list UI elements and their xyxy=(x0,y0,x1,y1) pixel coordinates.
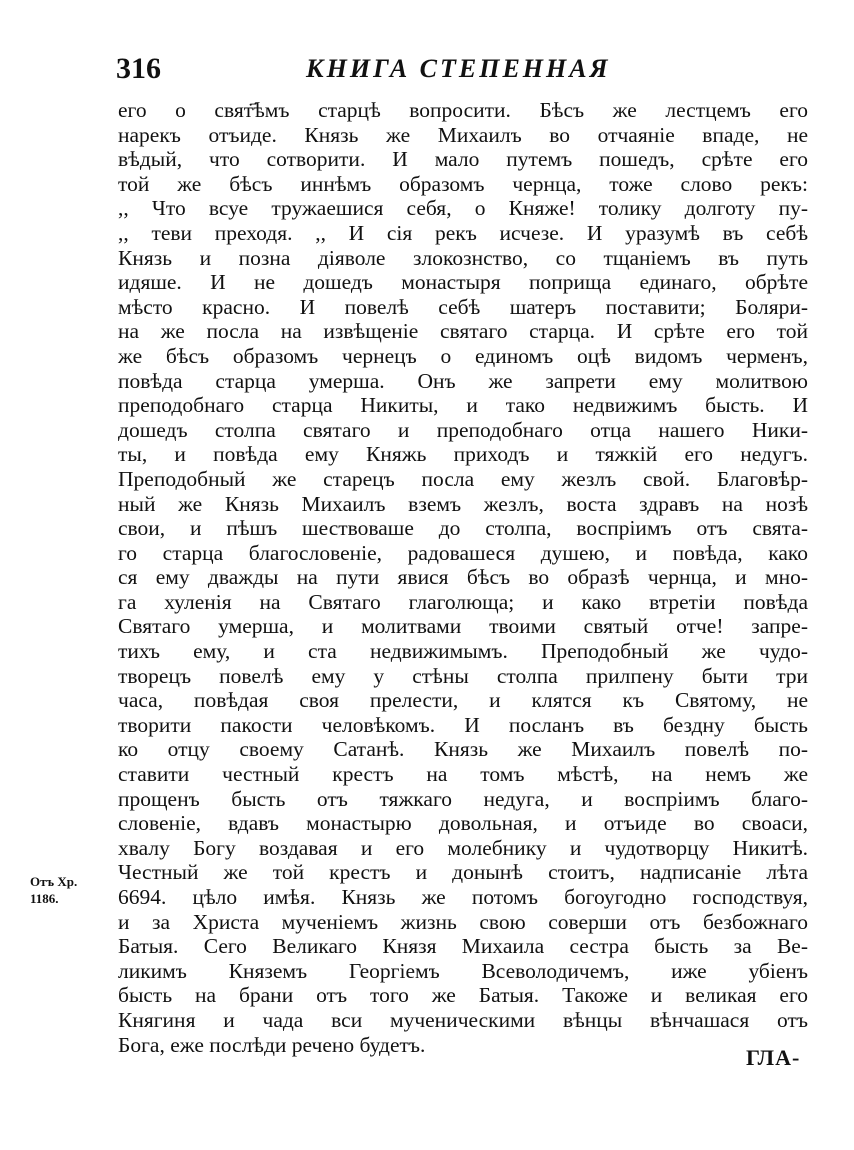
text-line: же бѣсъ образомъ чернецъ о единомъ оцѣ видомъ черменъ, xyxy=(118,343,808,368)
text-line: Князь и позна діяволе злокознство, со тщаніемъ въ путь xyxy=(118,245,808,270)
text-line: на же посла на извѣщеніе святаго старца. И срѣте его той xyxy=(118,319,808,344)
text-line: творецъ повелѣ ему у стѣны столпа прилпену быти три xyxy=(118,663,808,688)
text-line: ,, Что всуе тружаешися себя, о Княже! толику долготу пу- xyxy=(118,196,808,221)
text-line: нарекъ отъиде. Князь же Михаилъ во отчаяніе впаде, не xyxy=(118,122,808,147)
text-line: 6694. цѣло имѣя. Князь же потомъ богоугодно господствуя, xyxy=(118,885,808,909)
text-line: повѣда старца умерша. Онъ же запрети ему молитвою xyxy=(118,368,808,393)
running-title: КНИГА СТЕПЕННАЯ xyxy=(306,54,611,83)
text-line: ставити честный крестъ на томъ мѣстѣ, на немъ же xyxy=(118,762,808,787)
margin-note xyxy=(30,873,77,907)
text-line: свои, и пѣшъ шествоваше до столпа, воспріимъ отъ свята- xyxy=(118,516,808,541)
text-line: Батыя. Сего Великаго Князя Михаила сестра бысть за Ве- xyxy=(118,934,808,959)
catchword: ГЛА- xyxy=(746,1045,801,1070)
margin-note-label: Отъ Хр. xyxy=(30,874,78,889)
text-line: и за Христа мученіемъ жизнь свою соверши отъ безбожнаго xyxy=(118,909,808,934)
text-line: словеніе, вдавъ монастырю довольная, и отъиде во своаси, xyxy=(118,811,808,836)
text-line: Княгиня и чада вси мученическими вѣнцы вѣнчашася отъ xyxy=(118,1007,808,1032)
text-line: мѣсто красно. И повелѣ себѣ шатеръ поставити; Боляри- xyxy=(118,294,808,319)
text-line: ся ему дважды на пути явися бѣсъ во образѣ чернца, и мно- xyxy=(118,565,808,590)
text-line: Честный же той крестъ и донынѣ стоитъ, надписаніе лѣта xyxy=(118,860,808,885)
text-line: творити пакости человѣкомъ. И посланъ въ бездну бысть xyxy=(118,712,808,737)
page-number: 316 xyxy=(116,52,161,85)
text-line: га хуленія на Святаго глаголюща; и како втретіи повѣда xyxy=(118,589,808,614)
text-line: го старца благословеніе, радовашеся душею, и повѣда, како xyxy=(118,540,808,565)
text-line: ко отцу своему Сатанѣ. Князь же Михаилъ повелѣ по- xyxy=(118,737,808,762)
text-line: дошедъ столпа святаго и преподобнаго отца нашего Ники- xyxy=(118,417,808,442)
text-line: его о свят҃ѣмъ старцѣ вопросити. Бѣсъ же лестцемъ его xyxy=(118,98,808,122)
text-line: ный же Князь Михаилъ вземъ жезлъ, воста здравъ на нозѣ xyxy=(118,491,808,516)
text-line: хвалу Богу воздавая и его молебнику и чудотворцу Никитѣ. xyxy=(118,835,808,860)
text-line: преподобнаго старца Никиты, и тако недвижимъ бысть. И xyxy=(118,393,808,418)
text-line: ты, и повѣда ему Княжь приходъ и тяжкій его недугъ. xyxy=(118,442,808,467)
body-text xyxy=(118,98,808,1057)
text-line: Святаго умерша, и молитвами твоими святый отче! запре- xyxy=(118,614,808,639)
text-line: ,, теви преходя. ,, И сія рекъ исчезе. И уразумѣ въ себѣ xyxy=(118,220,808,245)
text-line: вѣдый, что сотворити. И мало путемъ пошедъ, срѣте его xyxy=(118,147,808,172)
text-line: прощенъ бысть отъ тяжкаго недуга, и воспріимъ благо- xyxy=(118,786,808,811)
text-line: бысть на брани отъ того же Батыя. Такоже и великая его xyxy=(118,983,808,1008)
text-line: ликимъ Княземъ Георгіемъ Всеволодичемъ, иже убіенъ xyxy=(118,958,808,983)
text-line: тихъ ему, и ста недвижимымъ. Преподобный же чудо- xyxy=(118,639,808,664)
text-line: идяше. И не дошедъ монастыря поприща единаго, обрѣте xyxy=(118,270,808,295)
text-line: Бога, еже послѣди речено будетъ. xyxy=(118,1032,426,1057)
page-header xyxy=(116,52,806,92)
text-line: Преподобный же старецъ посла ему жезлъ свой. Благовѣр- xyxy=(118,466,808,491)
text-line: часа, повѣдая своя прелести, и клятся къ Святому, не xyxy=(118,688,808,713)
margin-note-year: 1186. xyxy=(30,891,59,906)
text-line: той же бѣсъ иннѣмъ образомъ чернца, тоже слово рекъ: xyxy=(118,171,808,196)
